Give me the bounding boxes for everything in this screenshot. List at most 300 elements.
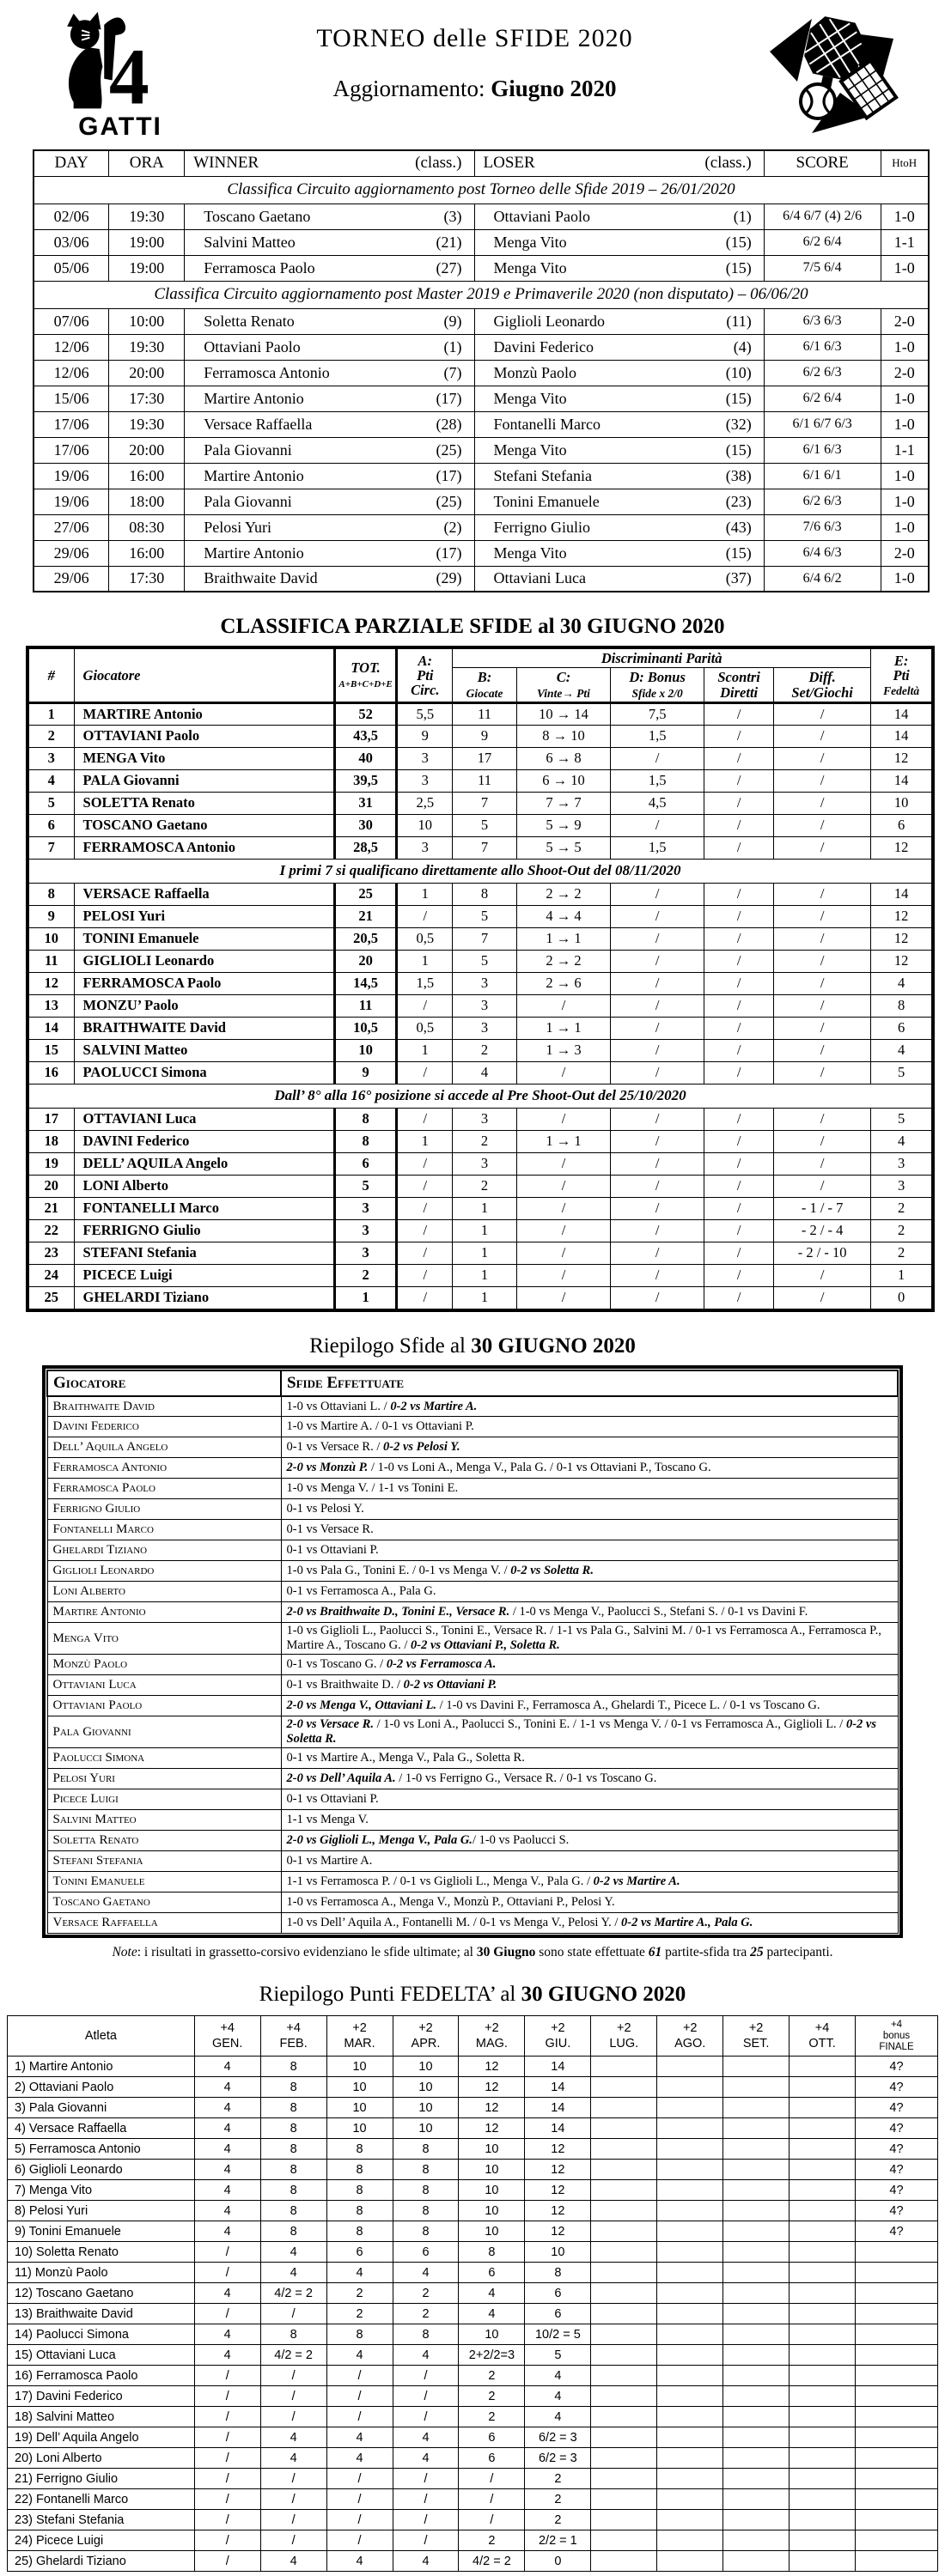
cell-tot: 21: [334, 905, 397, 927]
sfida-parziale: 0-1 vs Martire A.: [286, 1854, 373, 1868]
col-month-feb: [260, 2016, 326, 2057]
cell-month-value: 8: [260, 2118, 326, 2139]
cell-loser: [474, 255, 764, 281]
cell-htoh: 1-0: [881, 411, 929, 437]
cell-c: /: [516, 1175, 610, 1197]
cell-month-value: 12: [525, 2201, 591, 2221]
cell-day: 12/06: [34, 360, 109, 386]
cell-atleta: 15) Ottaviani Luca: [8, 2345, 195, 2366]
cell-score: 6/2 6/3: [764, 360, 881, 386]
cell-ora: 19:30: [109, 204, 185, 229]
cell-sfide-list: [281, 1602, 898, 1623]
cell-d: /: [611, 1242, 704, 1264]
cell-ora: 18:00: [109, 489, 185, 514]
cell-sfide-giocatore: Ferramosca Paolo: [47, 1479, 281, 1499]
cell-month-value: [856, 2366, 938, 2386]
cell-a: /: [397, 1108, 453, 1130]
update-label: Aggiornamento:: [332, 76, 485, 101]
cell-atleta: 5) Ferramosca Antonio: [8, 2139, 195, 2160]
fedelta-row: [8, 2077, 938, 2098]
cell-d: /: [611, 950, 704, 972]
cell-month-value: /: [194, 2263, 260, 2283]
cell-day: 02/06: [34, 204, 109, 229]
cell-day: 17/06: [34, 411, 109, 437]
month-bonus: +2: [682, 2021, 698, 2036]
cell-c: 2 → 2: [516, 950, 610, 972]
loser-name: Tonini Emanuele: [493, 492, 600, 510]
cell-sfide-list: [281, 1851, 898, 1872]
cell-b: 8: [453, 883, 517, 905]
results-match-row: [34, 334, 929, 360]
cell-month-value: 14: [525, 2098, 591, 2118]
cell-month-value: 10: [393, 2057, 459, 2077]
cell-month-value: [790, 2427, 856, 2448]
cell-scontri: /: [704, 1039, 774, 1061]
fedelta-row: [8, 2407, 938, 2427]
sfide-row: [47, 1872, 898, 1893]
cell-month-value: [856, 2283, 938, 2304]
cell-a: 2,5: [397, 792, 453, 814]
cell-tot: 52: [334, 702, 397, 725]
cell-month-value: [723, 2057, 790, 2077]
update-value: Giugno 2020: [491, 76, 617, 101]
fedelta-header-row: [8, 2016, 938, 2057]
cell-sfide-list: [281, 1623, 898, 1655]
cell-d: /: [611, 994, 704, 1017]
classifica-row: [29, 1175, 932, 1197]
cell-day: 05/06: [34, 255, 109, 281]
loser-name: Fontanelli Marco: [493, 415, 601, 433]
winner-class: (1): [443, 337, 462, 355]
fedelta-row: [8, 2489, 938, 2510]
cell-atleta: 1) Martire Antonio: [8, 2057, 195, 2077]
month-bonus: +4: [220, 2021, 235, 2036]
cell-day: 29/06: [34, 540, 109, 566]
cell-diff: /: [774, 994, 871, 1017]
cell-month-value: 4: [393, 2263, 459, 2283]
cell-month-value: 4: [260, 2263, 326, 2283]
cell-month-value: 12: [525, 2221, 591, 2242]
cell-a: /: [397, 1152, 453, 1175]
cell-month-value: /: [393, 2469, 459, 2489]
cell-month-value: 4: [194, 2160, 260, 2180]
cell-month-value: [723, 2242, 790, 2263]
cell-diff: /: [774, 905, 871, 927]
cell-scontri: /: [704, 905, 774, 927]
cell-month-value: 4: [393, 2551, 459, 2572]
sfida-parziale: 1-0 vs Ottaviani L. /: [286, 1399, 391, 1413]
classifica-row: [29, 1039, 932, 1061]
cell-month-value: [591, 2242, 657, 2263]
club-logo: [47, 9, 193, 142]
sfida-parziale: 0-1 vs Pelosi Y.: [286, 1502, 364, 1516]
cell-winner: [185, 308, 474, 334]
cell-month-value: 4/2 = 2: [459, 2551, 525, 2572]
cell-rank: 10: [29, 927, 75, 950]
cell-e: 12: [871, 927, 932, 950]
cell-month-value: /: [260, 2407, 326, 2427]
cell-tot: 39,5: [334, 769, 397, 792]
loser-name: Ottaviani Luca: [493, 569, 586, 587]
cell-month-value: /: [260, 2530, 326, 2551]
cell-giocatore: PAOLUCCI Simona: [74, 1061, 334, 1084]
cell-month-value: 14: [525, 2118, 591, 2139]
loser-class: (10): [725, 363, 752, 381]
fedelta-row: [8, 2139, 938, 2160]
cell-scontri: /: [704, 1152, 774, 1175]
cell-diff: /: [774, 769, 871, 792]
col-tot: [334, 649, 397, 703]
cell-month-value: 6: [459, 2263, 525, 2283]
cell-month-value: [790, 2510, 856, 2530]
cell-score: 6/1 6/1: [764, 463, 881, 489]
cell-atleta: 8) Pelosi Yuri: [8, 2201, 195, 2221]
classifica-row: [29, 927, 932, 950]
cell-month-value: 8: [525, 2263, 591, 2283]
cell-giocatore: FERRIGNO Giulio: [74, 1219, 334, 1242]
col-group-discriminanti: Discriminanti Parità: [453, 649, 871, 668]
cell-month-value: 4: [326, 2551, 393, 2572]
cell-diff: /: [774, 1061, 871, 1084]
sfida-parziale: / 1-0 vs Loni A., Paolucci S., Tonini E. / 1-1 vs Menga V. / 0-1 vs Ferramosca A., Giglioli L. /: [374, 1717, 846, 1732]
cell-month-value: [591, 2345, 657, 2366]
cell-c: 2 → 2: [516, 883, 610, 905]
cell-sfide-list: [281, 1499, 898, 1520]
cell-sfide-giocatore: Tonini Emanuele: [47, 1872, 281, 1893]
results-match-row: [34, 463, 929, 489]
winner-name: Martire Antonio: [204, 466, 304, 484]
cell-b: 2: [453, 1175, 517, 1197]
fedelta-row: [8, 2469, 938, 2489]
sfide-row: [47, 1602, 898, 1623]
cell-month-value: 4: [326, 2427, 393, 2448]
fedelta-row: [8, 2263, 938, 2283]
cell-e: 6: [871, 814, 932, 836]
cell-month-value: 0: [525, 2551, 591, 2572]
cell-c: /: [516, 1108, 610, 1130]
results-section-label: Classifica Circuito aggiornamento post Torneo delle Sfide 2019 – 26/01/2020: [34, 176, 929, 204]
cell-sfide-giocatore: Fontanelli Marco: [47, 1520, 281, 1540]
cell-atleta: 3) Pala Giovanni: [8, 2098, 195, 2118]
cell-score: 7/5 6/4: [764, 255, 881, 281]
classifica-row: [29, 1152, 932, 1175]
cell-atleta: 10) Soletta Renato: [8, 2242, 195, 2263]
cell-e: 14: [871, 725, 932, 747]
fedelta-row: [8, 2510, 938, 2530]
cell-a: 1: [397, 950, 453, 972]
cell-giocatore: OTTAVIANI Paolo: [74, 725, 334, 747]
cell-sfide-list: [281, 1810, 898, 1831]
cell-rank: 25: [29, 1286, 75, 1309]
cell-month-value: /: [393, 2530, 459, 2551]
col-day: DAY: [34, 150, 109, 176]
cell-htoh: 1-0: [881, 334, 929, 360]
cell-e: 5: [871, 1108, 932, 1130]
fedelta-row: [8, 2160, 938, 2180]
cell-month-value: 4: [194, 2118, 260, 2139]
classifica-row: [29, 792, 932, 814]
classifica-note: Dall’ 8° alla 16° posizione si accede al Pre Shoot-Out del 25/10/2020: [29, 1084, 932, 1108]
cell-month-value: [657, 2448, 723, 2469]
cell-month-value: 4?: [856, 2180, 938, 2201]
cell-sfide-list: [281, 1479, 898, 1499]
cell-tot: 20: [334, 950, 397, 972]
cell-sfide-giocatore: Stefani Stefania: [47, 1851, 281, 1872]
col-month-gen: [194, 2016, 260, 2057]
cell-score: 7/6 6/3: [764, 514, 881, 540]
cell-htoh: 1-0: [881, 463, 929, 489]
cell-sfide-list: [281, 1696, 898, 1716]
cell-month-value: /: [260, 2386, 326, 2407]
classifica-table-wrap: [26, 646, 935, 1312]
cell-month-value: 8: [326, 2201, 393, 2221]
cell-month-value: 6: [393, 2242, 459, 2263]
sfida-parziale: 0-1 vs Martire A., Menga V., Pala G., Soletta R.: [286, 1751, 525, 1765]
fedelta-row: [8, 2283, 938, 2304]
sfida-completata: 2-0 vs Dell’ Aquila A.: [286, 1771, 396, 1786]
cell-day: 15/06: [34, 386, 109, 411]
cell-giocatore: DELL’ AQUILA Angelo: [74, 1152, 334, 1175]
cell-e: 2: [871, 1242, 932, 1264]
cell-score: 6/4 6/3: [764, 540, 881, 566]
cell-b: 3: [453, 1017, 517, 1039]
cell-month-value: [657, 2386, 723, 2407]
cell-month-value: 4: [326, 2263, 393, 2283]
cell-month-value: [591, 2304, 657, 2324]
cell-c: 8 → 10: [516, 725, 610, 747]
cell-scontri: /: [704, 1175, 774, 1197]
cell-giocatore: BRAITHWAITE David: [74, 1017, 334, 1039]
cell-month-value: [790, 2180, 856, 2201]
cell-month-value: 8: [326, 2139, 393, 2160]
results-match-row: [34, 255, 929, 281]
winner-name: Braithwaite David: [204, 569, 318, 587]
fedelta-row: [8, 2345, 938, 2366]
sfide-row: [47, 1810, 898, 1831]
cell-month-value: 12: [525, 2180, 591, 2201]
cell-diff: /: [774, 927, 871, 950]
cell-giocatore: GHELARDI Tiziano: [74, 1286, 334, 1309]
cell-loser: [474, 437, 764, 463]
cell-d: /: [611, 1039, 704, 1061]
cell-month-value: [723, 2469, 790, 2489]
results-match-row: [34, 566, 929, 592]
cell-c: /: [516, 1264, 610, 1286]
cell-month-value: 10: [459, 2221, 525, 2242]
sfida-parziale: 0-1 vs Versace R. /: [286, 1440, 383, 1455]
cell-month-value: 2: [393, 2304, 459, 2324]
cell-atleta: 21) Ferrigno Giulio: [8, 2469, 195, 2489]
sfide-row: [47, 1831, 898, 1851]
month-bonus: +4: [814, 2021, 830, 2036]
cell-atleta: 9) Tonini Emanuele: [8, 2221, 195, 2242]
cell-a: /: [397, 1264, 453, 1286]
cell-month-value: /: [194, 2427, 260, 2448]
cell-b: 1: [453, 1242, 517, 1264]
cell-ora: 10:00: [109, 308, 185, 334]
cell-c: 4 → 4: [516, 905, 610, 927]
cell-scontri: /: [704, 1061, 774, 1084]
cell-d: /: [611, 1175, 704, 1197]
month-bonus: +2: [551, 2021, 565, 2036]
sfide-row: [47, 1623, 898, 1655]
classifica-row: [29, 747, 932, 769]
cell-month-value: /: [260, 2510, 326, 2530]
cell-scontri: /: [704, 1017, 774, 1039]
cell-sfide-giocatore: Monzù Paolo: [47, 1655, 281, 1675]
cell-diff: /: [774, 950, 871, 972]
classifica-row: [29, 1197, 932, 1219]
cell-sfide-giocatore: Paolucci Simona: [47, 1748, 281, 1769]
cell-d: /: [611, 1130, 704, 1152]
cell-giocatore: FONTANELLI Marco: [74, 1197, 334, 1219]
cell-month-value: 8: [326, 2160, 393, 2180]
loser-class: (38): [725, 466, 752, 484]
note-segment: 61: [648, 1945, 662, 1960]
cell-htoh: 2-0: [881, 540, 929, 566]
cell-month-value: 4?: [856, 2160, 938, 2180]
cell-atleta: 7) Menga Vito: [8, 2180, 195, 2201]
col-diff-l2: Set/Giochi: [791, 683, 853, 701]
cell-month-value: 12: [459, 2077, 525, 2098]
cell-month-value: /: [194, 2407, 260, 2427]
cell-rank: 16: [29, 1061, 75, 1084]
fedelta-title: [0, 1983, 945, 2007]
cell-month-value: [591, 2551, 657, 2572]
cell-month-value: [657, 2345, 723, 2366]
cell-rank: 8: [29, 883, 75, 905]
cell-sfide-list: [281, 1540, 898, 1561]
cell-scontri: /: [704, 836, 774, 859]
sfida-parziale: / 1-0 vs Davini F., Ferramosca A., Ghelardi T., Picece L. / 0-1 vs Toscano G.: [436, 1698, 820, 1713]
cell-winner: [185, 255, 474, 281]
col-month-ott: [790, 2016, 856, 2057]
document-titles: [193, 9, 756, 102]
cell-rank: 7: [29, 836, 75, 859]
cell-month-value: [790, 2242, 856, 2263]
col-e-l3: Fedeltà: [883, 684, 920, 698]
cell-rank: 12: [29, 972, 75, 994]
col-score: SCORE: [764, 150, 881, 176]
col-month-apr: [393, 2016, 459, 2057]
cell-b: 7: [453, 792, 517, 814]
cell-atleta: 16) Ferramosca Paolo: [8, 2366, 195, 2386]
cell-sfide-list: [281, 1831, 898, 1851]
cell-month-value: [591, 2530, 657, 2551]
bonus-l3: FINALE: [879, 2041, 914, 2052]
document-header: [0, 0, 945, 144]
cell-month-value: [591, 2489, 657, 2510]
winner-class: (28): [436, 415, 462, 433]
loser-name: Ottaviani Paolo: [493, 207, 590, 225]
col-d-l2: Sfide x 2/0: [631, 686, 683, 700]
cell-month-value: [657, 2160, 723, 2180]
cell-month-value: 6: [459, 2427, 525, 2448]
classifica-row: [29, 1219, 932, 1242]
cell-b: 3: [453, 1108, 517, 1130]
cell-scontri: /: [704, 1108, 774, 1130]
month-bonus: +2: [418, 2021, 433, 2036]
cell-month-value: 10: [459, 2139, 525, 2160]
cell-e: 4: [871, 1039, 932, 1061]
cell-month-value: 10: [326, 2098, 393, 2118]
sfida-completata: 0-2 vs Soletta R.: [510, 1564, 594, 1578]
classifica-note: I primi 7 si qualificano direttamente allo Shoot-Out del 08/11/2020: [29, 859, 932, 883]
cell-month-value: [856, 2427, 938, 2448]
cell-loser: [474, 360, 764, 386]
cell-month-value: [723, 2201, 790, 2221]
cell-month-value: 4?: [856, 2077, 938, 2098]
cell-month-value: 4: [459, 2283, 525, 2304]
cell-sfide-giocatore: Toscano Gaetano: [47, 1893, 281, 1913]
cell-htoh: 1-0: [881, 514, 929, 540]
cell-month-value: 4?: [856, 2118, 938, 2139]
cell-month-value: [723, 2427, 790, 2448]
results-match-row: [34, 437, 929, 463]
cell-d: /: [611, 1108, 704, 1130]
note-segment: partite-sfida tra: [662, 1945, 751, 1960]
cell-loser: [474, 514, 764, 540]
cell-month-value: [790, 2386, 856, 2407]
month-bonus: +4: [286, 2021, 301, 2036]
cell-b: 1: [453, 1264, 517, 1286]
month-bonus: +2: [748, 2021, 764, 2036]
cell-month-value: [856, 2551, 938, 2572]
winner-class: (17): [436, 544, 462, 562]
cell-c: /: [516, 1219, 610, 1242]
cell-a: 5,5: [397, 702, 453, 725]
cell-giocatore: SOLETTA Renato: [74, 792, 334, 814]
note-segment: 30 Giugno: [476, 1945, 536, 1960]
cell-b: 5: [453, 814, 517, 836]
cell-month-value: [723, 2077, 790, 2098]
cell-sfide-list: [281, 1655, 898, 1675]
loser-name: Monzù Paolo: [493, 363, 577, 381]
winner-class: (25): [436, 440, 462, 459]
cell-month-value: 14: [525, 2077, 591, 2098]
cell-e: 12: [871, 905, 932, 927]
col-month-set: [723, 2016, 790, 2057]
cell-b: 4: [453, 1061, 517, 1084]
cell-rank: 13: [29, 994, 75, 1017]
cell-giocatore: PALA Giovanni: [74, 769, 334, 792]
cell-giocatore: TOSCANO Gaetano: [74, 814, 334, 836]
cell-month-value: 2: [525, 2489, 591, 2510]
cell-giocatore: GIGLIOLI Leonardo: [74, 950, 334, 972]
cell-month-value: 12: [525, 2139, 591, 2160]
cell-diff: /: [774, 702, 871, 725]
cell-diff: /: [774, 792, 871, 814]
cell-month-value: [723, 2180, 790, 2201]
cell-sfide-giocatore: Braithwaite David: [47, 1396, 281, 1417]
page-title: TORNEO delle SFIDE 2020: [316, 24, 633, 52]
winner-class: (3): [443, 207, 462, 225]
bonus-l1: +4: [890, 2020, 903, 2031]
cell-c: /: [516, 994, 610, 1017]
col-b: [453, 668, 517, 703]
cell-atleta: 20) Loni Alberto: [8, 2448, 195, 2469]
update-line: [193, 76, 756, 102]
winner-name: Ferramosca Paolo: [204, 258, 315, 276]
cell-scontri: /: [704, 883, 774, 905]
cell-b: 11: [453, 769, 517, 792]
cell-month-value: 8: [260, 2160, 326, 2180]
cell-e: 12: [871, 836, 932, 859]
cell-month-value: [657, 2242, 723, 2263]
cell-month-value: 10: [393, 2098, 459, 2118]
fedelta-row: [8, 2448, 938, 2469]
sfide-row: [47, 1769, 898, 1789]
